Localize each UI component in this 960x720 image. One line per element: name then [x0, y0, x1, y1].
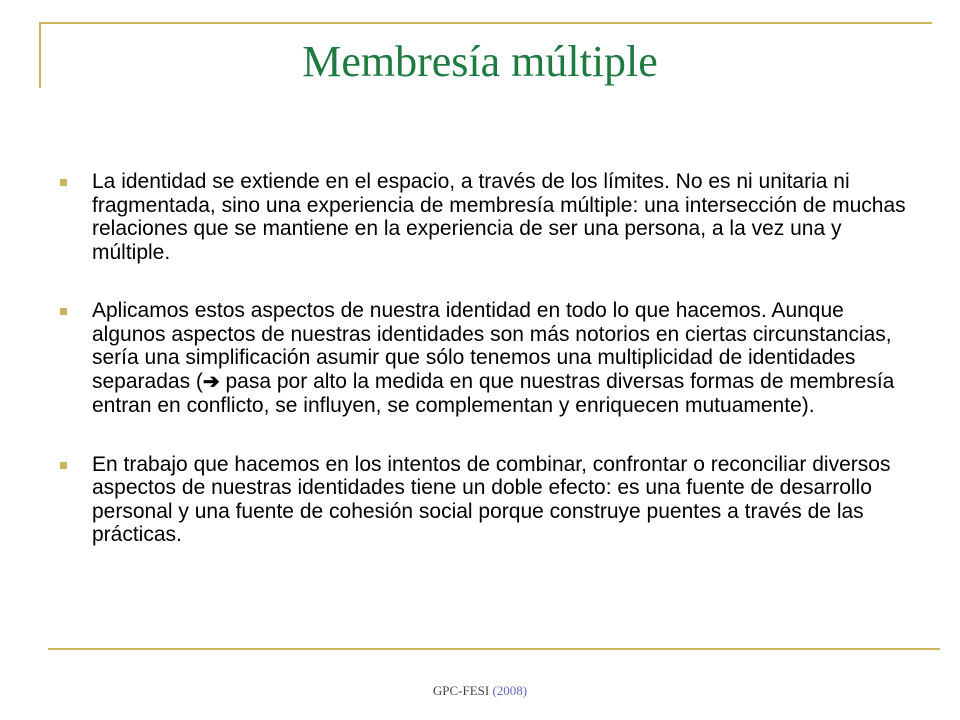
bullet-list — [58, 170, 908, 582]
bullet-text: Aplicamos estos aspectos de nuestra identidad en todo lo que hacemos. Aunque algunos aspectos de nuestras identidades son más notorios en ciertas circunstancias, sería una simplificación asumir que sólo tenemos una multiplicidad de identidades separadas ( — [92, 299, 892, 393]
bullet-item — [58, 299, 908, 418]
slide-title: Membresía múltiple — [302, 37, 658, 86]
frame-top-rule — [40, 22, 932, 24]
frame-bottom-rule — [48, 648, 940, 650]
bullet-text: La identidad se extiende en el espacio, a través de los límites. No es ni unitaria ni fragmentada, sino una experiencia de membresía múltiple: una intersección de muchas relaciones que se mantiene en la experiencia de ser una persona, a la vez una y múltiple. — [92, 170, 906, 264]
bullet-text: En trabajo que hacemos en los intentos de combinar, confrontar o reconciliar diversos aspectos de nuestras identidades tiene un doble efecto: es una fuente de desarrollo personal y una fuente de cohesión social porque construye puentes a través de las prácticas. — [92, 452, 891, 546]
bullet-item — [58, 170, 908, 264]
bullet-square-icon — [60, 462, 67, 469]
footer-year: (2008) — [492, 683, 528, 698]
bullet-square-icon — [60, 308, 67, 315]
slide-footer — [0, 683, 960, 699]
bullet-text-continued: pasa por alto la medida en que nuestras diversas formas de membresía entran en conflicto, se influyen, se complementan y enriquecen mutuamente). — [92, 369, 895, 417]
bullet-square-icon — [60, 179, 67, 186]
arrow-right-icon: ➔ — [202, 370, 220, 393]
footer-org: GPC-FESI — [432, 683, 490, 698]
bullet-item — [58, 453, 908, 547]
